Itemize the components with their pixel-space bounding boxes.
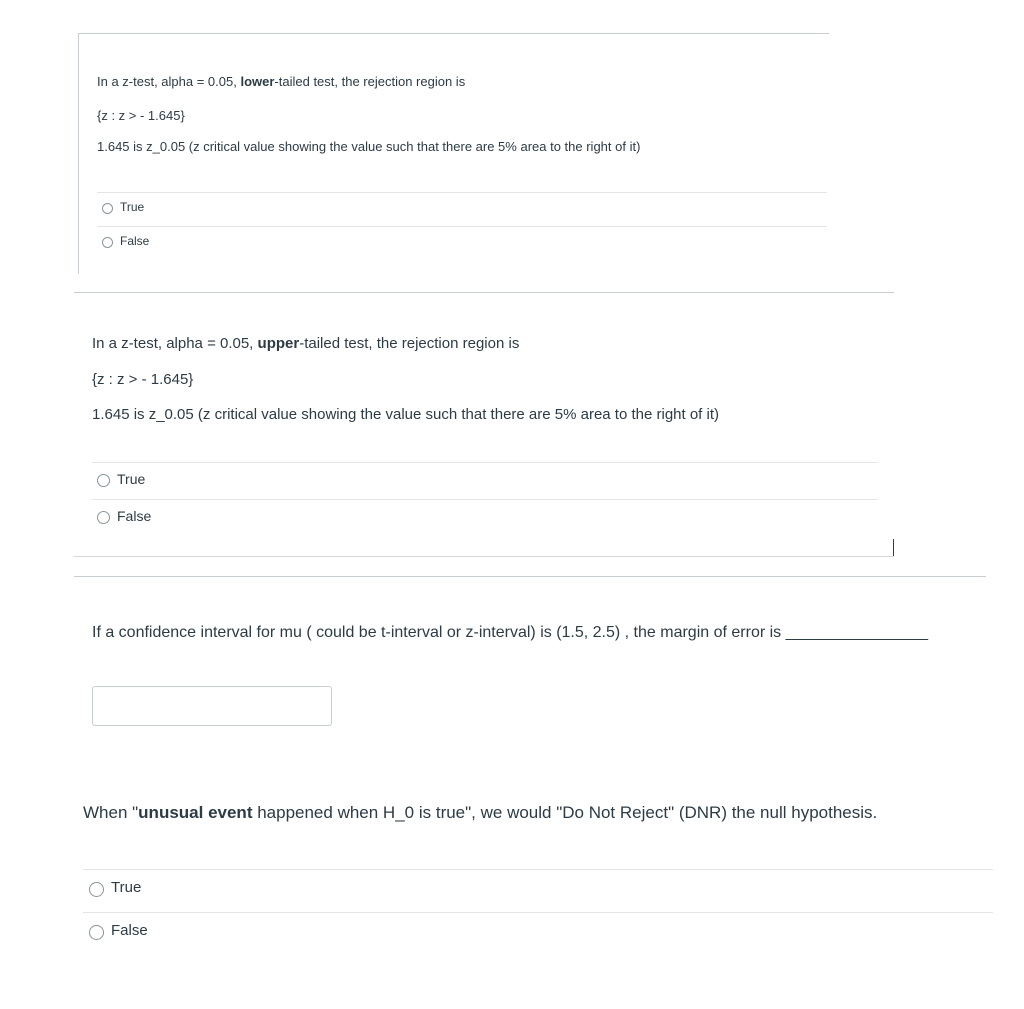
question-1-true-label[interactable]: True bbox=[120, 200, 145, 214]
question-1-left-border bbox=[78, 33, 79, 274]
question-1-false-radio[interactable] bbox=[102, 237, 113, 248]
question-1-top-border bbox=[78, 33, 829, 34]
question-1-option-divider bbox=[97, 192, 827, 193]
question-4-false-label[interactable]: False bbox=[111, 922, 148, 939]
question-4-prompt-bold: unusual event bbox=[138, 803, 253, 822]
question-2-false-radio[interactable] bbox=[97, 511, 110, 524]
question-2-prompt bbox=[92, 335, 519, 352]
question-4-prompt-post: happened when H_0 is true", we would "Do Not Reject" (DNR) the null hypothesis. bbox=[252, 803, 878, 822]
question-4-false-radio[interactable] bbox=[89, 925, 104, 940]
question-1-prompt bbox=[97, 74, 465, 89]
question-4-prompt-pre: When " bbox=[83, 803, 139, 822]
question-2-true-radio[interactable] bbox=[97, 474, 110, 487]
question-2-option-divider bbox=[92, 499, 878, 500]
question-1-option-divider bbox=[97, 226, 827, 227]
question-4-option-divider bbox=[83, 869, 993, 870]
question-2-region: {z : z > - 1.645} bbox=[92, 371, 194, 388]
question-1-prompt-bold: lower bbox=[240, 74, 275, 89]
question-1-note: 1.645 is z_0.05 (z critical value showing the value such that there are 5% area to the right of it) bbox=[97, 139, 641, 154]
question-2-prompt-post: -tailed test, the rejection region is bbox=[299, 335, 520, 352]
section-divider bbox=[74, 292, 894, 293]
question-4-prompt bbox=[83, 803, 877, 823]
question-4-true-label[interactable]: True bbox=[111, 879, 142, 896]
question-2-prompt-pre: In a z-test, alpha = 0.05, bbox=[92, 335, 258, 352]
section-divider bbox=[74, 576, 986, 577]
question-1-false-label[interactable]: False bbox=[120, 234, 150, 248]
question-1-true-radio[interactable] bbox=[102, 203, 113, 214]
question-2-prompt-bold: upper bbox=[257, 335, 300, 352]
question-4-true-radio[interactable] bbox=[89, 882, 104, 897]
question-2-option-divider bbox=[92, 462, 878, 463]
text-cursor bbox=[893, 539, 894, 556]
question-1-prompt-pre: In a z-test, alpha = 0.05, bbox=[97, 74, 241, 89]
question-2-false-label[interactable]: False bbox=[117, 508, 152, 524]
question-4-option-divider bbox=[83, 912, 993, 913]
question-2-bottom-border bbox=[74, 556, 894, 557]
question-1-prompt-post: -tailed test, the rejection region is bbox=[274, 74, 466, 89]
question-3-prompt: If a confidence interval for mu ( could be t-interval or z-interval) is (1.5, 2.5) , the margin of error is ________________ bbox=[92, 624, 928, 641]
margin-of-error-input[interactable] bbox=[92, 686, 332, 726]
question-2-true-label[interactable]: True bbox=[117, 471, 146, 487]
question-1-region: {z : z > - 1.645} bbox=[97, 108, 185, 123]
question-2-note: 1.645 is z_0.05 (z critical value showing the value such that there are 5% area to the right of it) bbox=[92, 406, 720, 423]
